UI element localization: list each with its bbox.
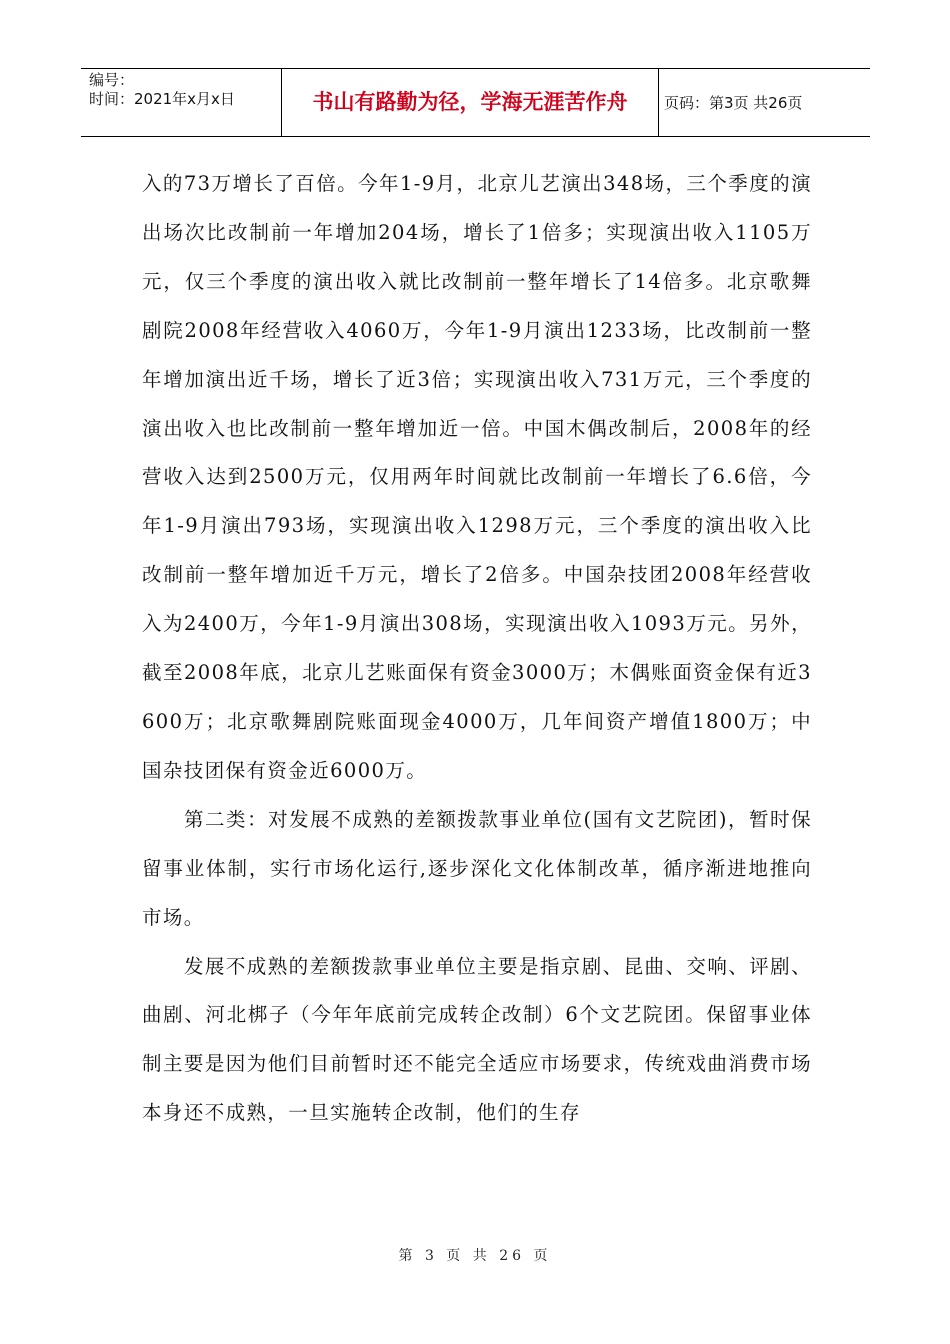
paragraph-1: 入的73万增长了百倍。今年1-9月，北京儿艺演出348场，三个季度的演出场次比改制前一年增加204场，增长了1倍多；实现演出收入1105万元，仅三个季度的演出收入就比改制前一整年增长了14倍多。北京歌舞剧院2008年经营收入4060万，今年1-9月演出1233场，比改制前一整年增加演出近千场，增长了近3倍；实现演出收入731万元，三个季度的演出收入也比改制前一整年增加近一倍。中国木偶改制后，2008年的经营收入达到2500万元，仅用两年时间就比改制前一年增长了6.6倍，今年1-9月演出793场，实现演出收入1298万元，三个季度的演出收入比改制前一整年增加近千万元，增长了2倍多。中国杂技团2008年经营收入为2400万，今年1-9月演出308场，实现演出收入1093万元。另外，截至2008年底，北京儿艺账面保有资金3000万；木偶账面资金保有近3600万；北京歌舞剧院账面现金4000万，几年间资产增值1800万；中国杂技团保有资金近6000万。 — [142, 172, 812, 782]
document-body — [142, 160, 812, 1138]
page-footer-number: 第 3 页 共 26 页 — [398, 1248, 552, 1264]
header-divider-right — [658, 68, 659, 136]
header-top-rule — [81, 68, 870, 69]
header-number-label: 编号： — [89, 71, 135, 89]
header-motto: 书山有路勤为径，学海无涯苦作舟 — [312, 90, 628, 114]
header-bottom-rule — [81, 136, 870, 137]
paragraph-2: 第二类：对发展不成熟的差额拨款事业单位(国有文艺院团)，暂时保留事业体制，实行市场化运行,逐步深化文化体制改革，循序渐进地推向市场。 — [142, 807, 812, 929]
paragraph-3: 发展不成熟的差额拨款事业单位主要是指京剧、昆曲、交响、评剧、曲剧、河北梆子（今年年底前完成转企改制）6个文艺院团。保留事业体制主要是因为他们目前暂时还不能完全适应市场要求，传统戏曲消费市场本身还不成熟，一旦实施转企改制，他们的生存 — [142, 954, 812, 1125]
header-page-info: 页码：第3页 共26页 — [664, 94, 803, 112]
header-date: 时间：2021年x月x日 — [89, 90, 235, 108]
